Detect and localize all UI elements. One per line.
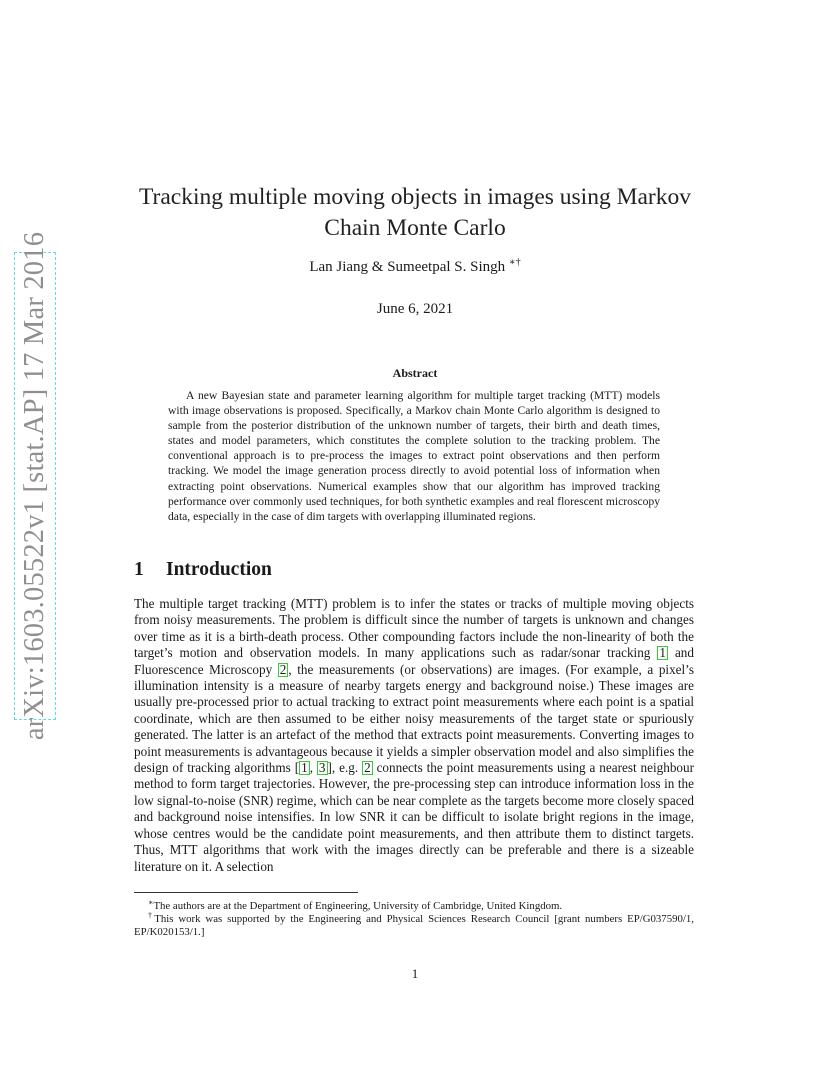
citation-link[interactable]: 2 <box>279 661 287 677</box>
citation-link[interactable]: 2 <box>364 760 371 776</box>
citation-link[interactable]: 1 <box>301 760 308 776</box>
footnote-divider <box>134 892 358 893</box>
footnote <box>134 909 694 940</box>
section-number: 1 <box>134 559 144 580</box>
page-number: 1 <box>411 966 419 981</box>
citation-link[interactable]: 1 <box>659 645 666 661</box>
body-text-part-3: , the measurements (or observations) are images. (For example, a pixel’s illumination intensity is a measure of nearby targets energy and background noise.) These images are usually pre-processed prior to actual tracking to extract point measurements where each point is a spatial coordinate, which are then assumed to be either noisy measurements of the target state or spuriously generated. The latter is an artefact of the method that extracts point measurements. Converting images to point measurements is advantageous because it yields a simpler observation model and also simplifies the design of tracking algorithms [ <box>134 661 694 776</box>
arxiv-identifier[interactable]: arXiv:1603.05522v1 [stat.AP] 17 Mar 2016 <box>19 231 50 741</box>
footnote-text: The authors are at the Department of Engineering, University of Cambridge, United Kingdom. <box>153 900 563 912</box>
body-text-part-1: The multiple target tracking (MTT) problem is to infer the states or tracks of multiple moving objects from noisy measurements. The problem is difficult since the number of targets is unknown and changes over time as it is a birth-death process. Other compounding factors include the non-linearity of both the target’s motion and observation models. In many applications such as radar/sonar tracking <box>134 596 694 661</box>
section-title: Introduction <box>166 559 272 580</box>
author-footnote-marks[interactable]: ∗† <box>508 257 521 268</box>
arxiv-stamp[interactable] <box>14 231 56 741</box>
abstract-text: A new Bayesian state and parameter learning algorithm for multiple target tracking (MTT) models with image observations is proposed. Specifically, a Markov chain Monte Carlo algorithm is designed to sample from the posterior distribution of the unknown number of targets, their birth and death times, states and model parameters, which constitutes the complete solution to the tracking problem. The conventional approach is to pre-process the images to extract point observations and then perform tracking. We model the image generation process directly to avoid potential loss of information when extracting point observations. Numerical examples show that our algorithm has improved tracking performance over commonly used techniques, for both synthetic examples and real florescent microscopy data, especially in the case of dim targets with overlapping illuminated regions. <box>168 389 660 523</box>
footnote-mark: ∗ <box>148 898 154 907</box>
title-line-2: Chain Monte Carlo <box>324 215 506 241</box>
body-text-part-5: connects the point measurements using a nearest neighbour method to form target trajectories. However, the pre-processing step can introduce information loss in the low signal-to-noise (SNR) regime, which can be near complete as the targets become more closely spaced and background noise intensifies. In low SNR it can be difficult to isolate bright regions in the image, whose centres would be the candidate point measurements, and then attribute them to distinct targets. Thus, MTT algorithms that work with the images directly can be preferable and there is a sizeable literature on it. A selection <box>134 760 695 874</box>
paper-date: June 6, 2021 <box>376 301 454 317</box>
title-line-1: Tracking multiple moving objects in images using Markov <box>139 184 691 210</box>
section-heading <box>134 559 272 581</box>
paper-title <box>130 182 700 244</box>
author-names: Lan Jiang & Sumeetpal S. Singh <box>309 259 506 275</box>
body-text-part-4: ], e.g. <box>327 760 363 776</box>
footnote-mark: † <box>148 911 155 920</box>
citation-link[interactable]: 3 <box>318 760 326 776</box>
citation-separator: , <box>309 760 317 776</box>
abstract-heading: Abstract <box>392 366 438 380</box>
footnote-text: This work was supported by the Engineering and Physical Sciences Research Council [grant numbers EP/G037590/1, EP/K020153/1.] <box>134 913 695 939</box>
body-text-part-2: and Fluorescence Microscopy <box>134 645 694 677</box>
author-list <box>130 257 700 276</box>
introduction-paragraph <box>134 596 694 875</box>
